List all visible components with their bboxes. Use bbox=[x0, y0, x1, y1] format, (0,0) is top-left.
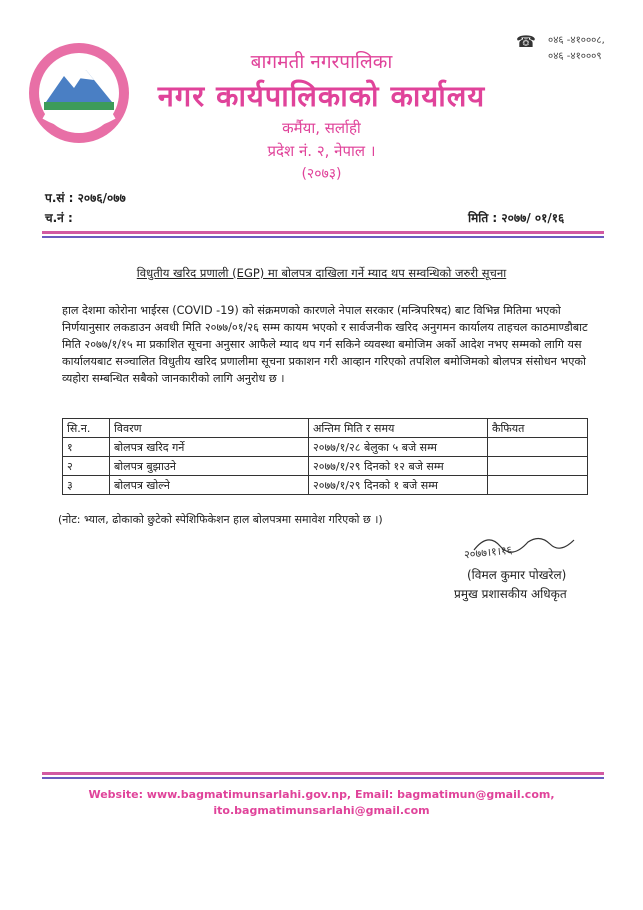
col-header-description: विवरण bbox=[110, 419, 309, 438]
table-row bbox=[63, 457, 588, 476]
cell-sn: १ bbox=[63, 438, 110, 457]
cell-sn: २ bbox=[63, 457, 110, 476]
cell-deadline: २०७७/१/२८ बेलुका ५ बजे सम्म bbox=[309, 438, 488, 457]
address-line-2: प्रदेश नं. २, नेपाल । bbox=[267, 142, 376, 160]
table-header-row bbox=[63, 419, 588, 438]
municipality-name: बागमती नगरपालिका bbox=[250, 51, 393, 73]
table-row bbox=[63, 476, 588, 495]
notice-body: हाल देशमा कोरोना भाईरस (COVID -19) को संक्रमणको कारणले नेपाल सरकार (मन्त्रिपरिषद) बाट विभिन्न मितिमा भएको निर्णयानुसार लकडाउन अवधी मिति २०७७/०१/२६ सम्म कायम भएको र सार्वजनीक खरिद अनुगमन कार्यालय ताहचल काठमाण्डौबाट मिति २०७७/१/१५ मा प्रकाशित सूचना अनुसार आफैले म्याद थप गर्न सकिने व्यवस्था बमोजिम अर्को आदेश नभए सम्मको लागि यस कार्यालयबाट सञ्चालित विधुतीय खरिद प्रणालीमा सूचना प्रकाशन गरी आव्हान गरिएको तपशिल बमोजिमको बोलपत्र संसोधन भएको व्यहोरा सम्बन्धित सबैको जानकारीको लागि अनुरोध छ । bbox=[62, 304, 588, 385]
office-name: नगर कार्यपालिकाको कार्यालय bbox=[157, 79, 486, 113]
dispatch-number: च.नं : bbox=[45, 211, 73, 225]
table-row bbox=[63, 438, 588, 457]
notice-subject bbox=[0, 266, 643, 281]
notice-note: (नोट: भ्याल, ढोकाको छुटेको स्पेशिफिकेशन हाल बोलपत्रमा समावेश गरिएको छ ।) bbox=[58, 513, 383, 526]
footer-rule-blue bbox=[42, 777, 604, 779]
letter-date: मिति : २०७७/ ०१/१६ bbox=[468, 211, 565, 225]
signatory-title: प्रमुख प्रशासकीय अधिकृत bbox=[454, 587, 567, 601]
cell-description: बोलपत्र बुझाउने bbox=[110, 457, 309, 476]
phone-number-2: ०४६ -४१०००९ bbox=[548, 51, 602, 62]
header-rule-blue bbox=[42, 236, 604, 238]
cell-description: बोलपत्र खरिद गर्ने bbox=[110, 438, 309, 457]
cell-description: बोलपत्र खोल्ने bbox=[110, 476, 309, 495]
phone-icon: ☎ bbox=[516, 32, 536, 51]
letter-number: प.सं : २०७६/०७७ bbox=[45, 191, 126, 205]
phone-number-1: ०४६ -४१०००८, bbox=[548, 35, 605, 46]
cell-remarks bbox=[488, 457, 588, 476]
header-rule-pink bbox=[42, 231, 604, 234]
subject-text: विधुतीय खरिद प्रणाली (EGP) मा बोलपत्र दाखिला गर्ने म्याद थप सम्वन्धिको जरुरी सूचना bbox=[136, 266, 507, 280]
footer-contact-line-1: Website: www.bagmatimunsarlahi.gov.np, Email: bagmatimun@gmail.com, bbox=[88, 788, 555, 801]
address-line-1: कर्मैया, सर्लाही bbox=[282, 119, 361, 137]
col-header-sn: सि.न. bbox=[63, 419, 110, 438]
schedule-table bbox=[62, 418, 588, 495]
footer-contact-line-2: ito.bagmatimunsarlahi@gmail.com bbox=[213, 804, 430, 817]
col-header-remarks: कैफियत bbox=[488, 419, 588, 438]
cell-deadline: २०७७/१/२९ दिनको १२ बजे सम्म bbox=[309, 457, 488, 476]
cell-remarks bbox=[488, 438, 588, 457]
signatory-name: (विमल कुमार पोखरेल) bbox=[467, 568, 567, 582]
cell-deadline: २०७७/१/२९ दिनको १ बजे सम्म bbox=[309, 476, 488, 495]
cell-sn: ३ bbox=[63, 476, 110, 495]
col-header-deadline: अन्तिम मिति र समय bbox=[309, 419, 488, 438]
cell-remarks bbox=[488, 476, 588, 495]
footer-rule-pink bbox=[42, 772, 604, 775]
signature-date: २०७७।१।१६ bbox=[463, 543, 513, 562]
established-year: (२०७३) bbox=[301, 166, 342, 182]
